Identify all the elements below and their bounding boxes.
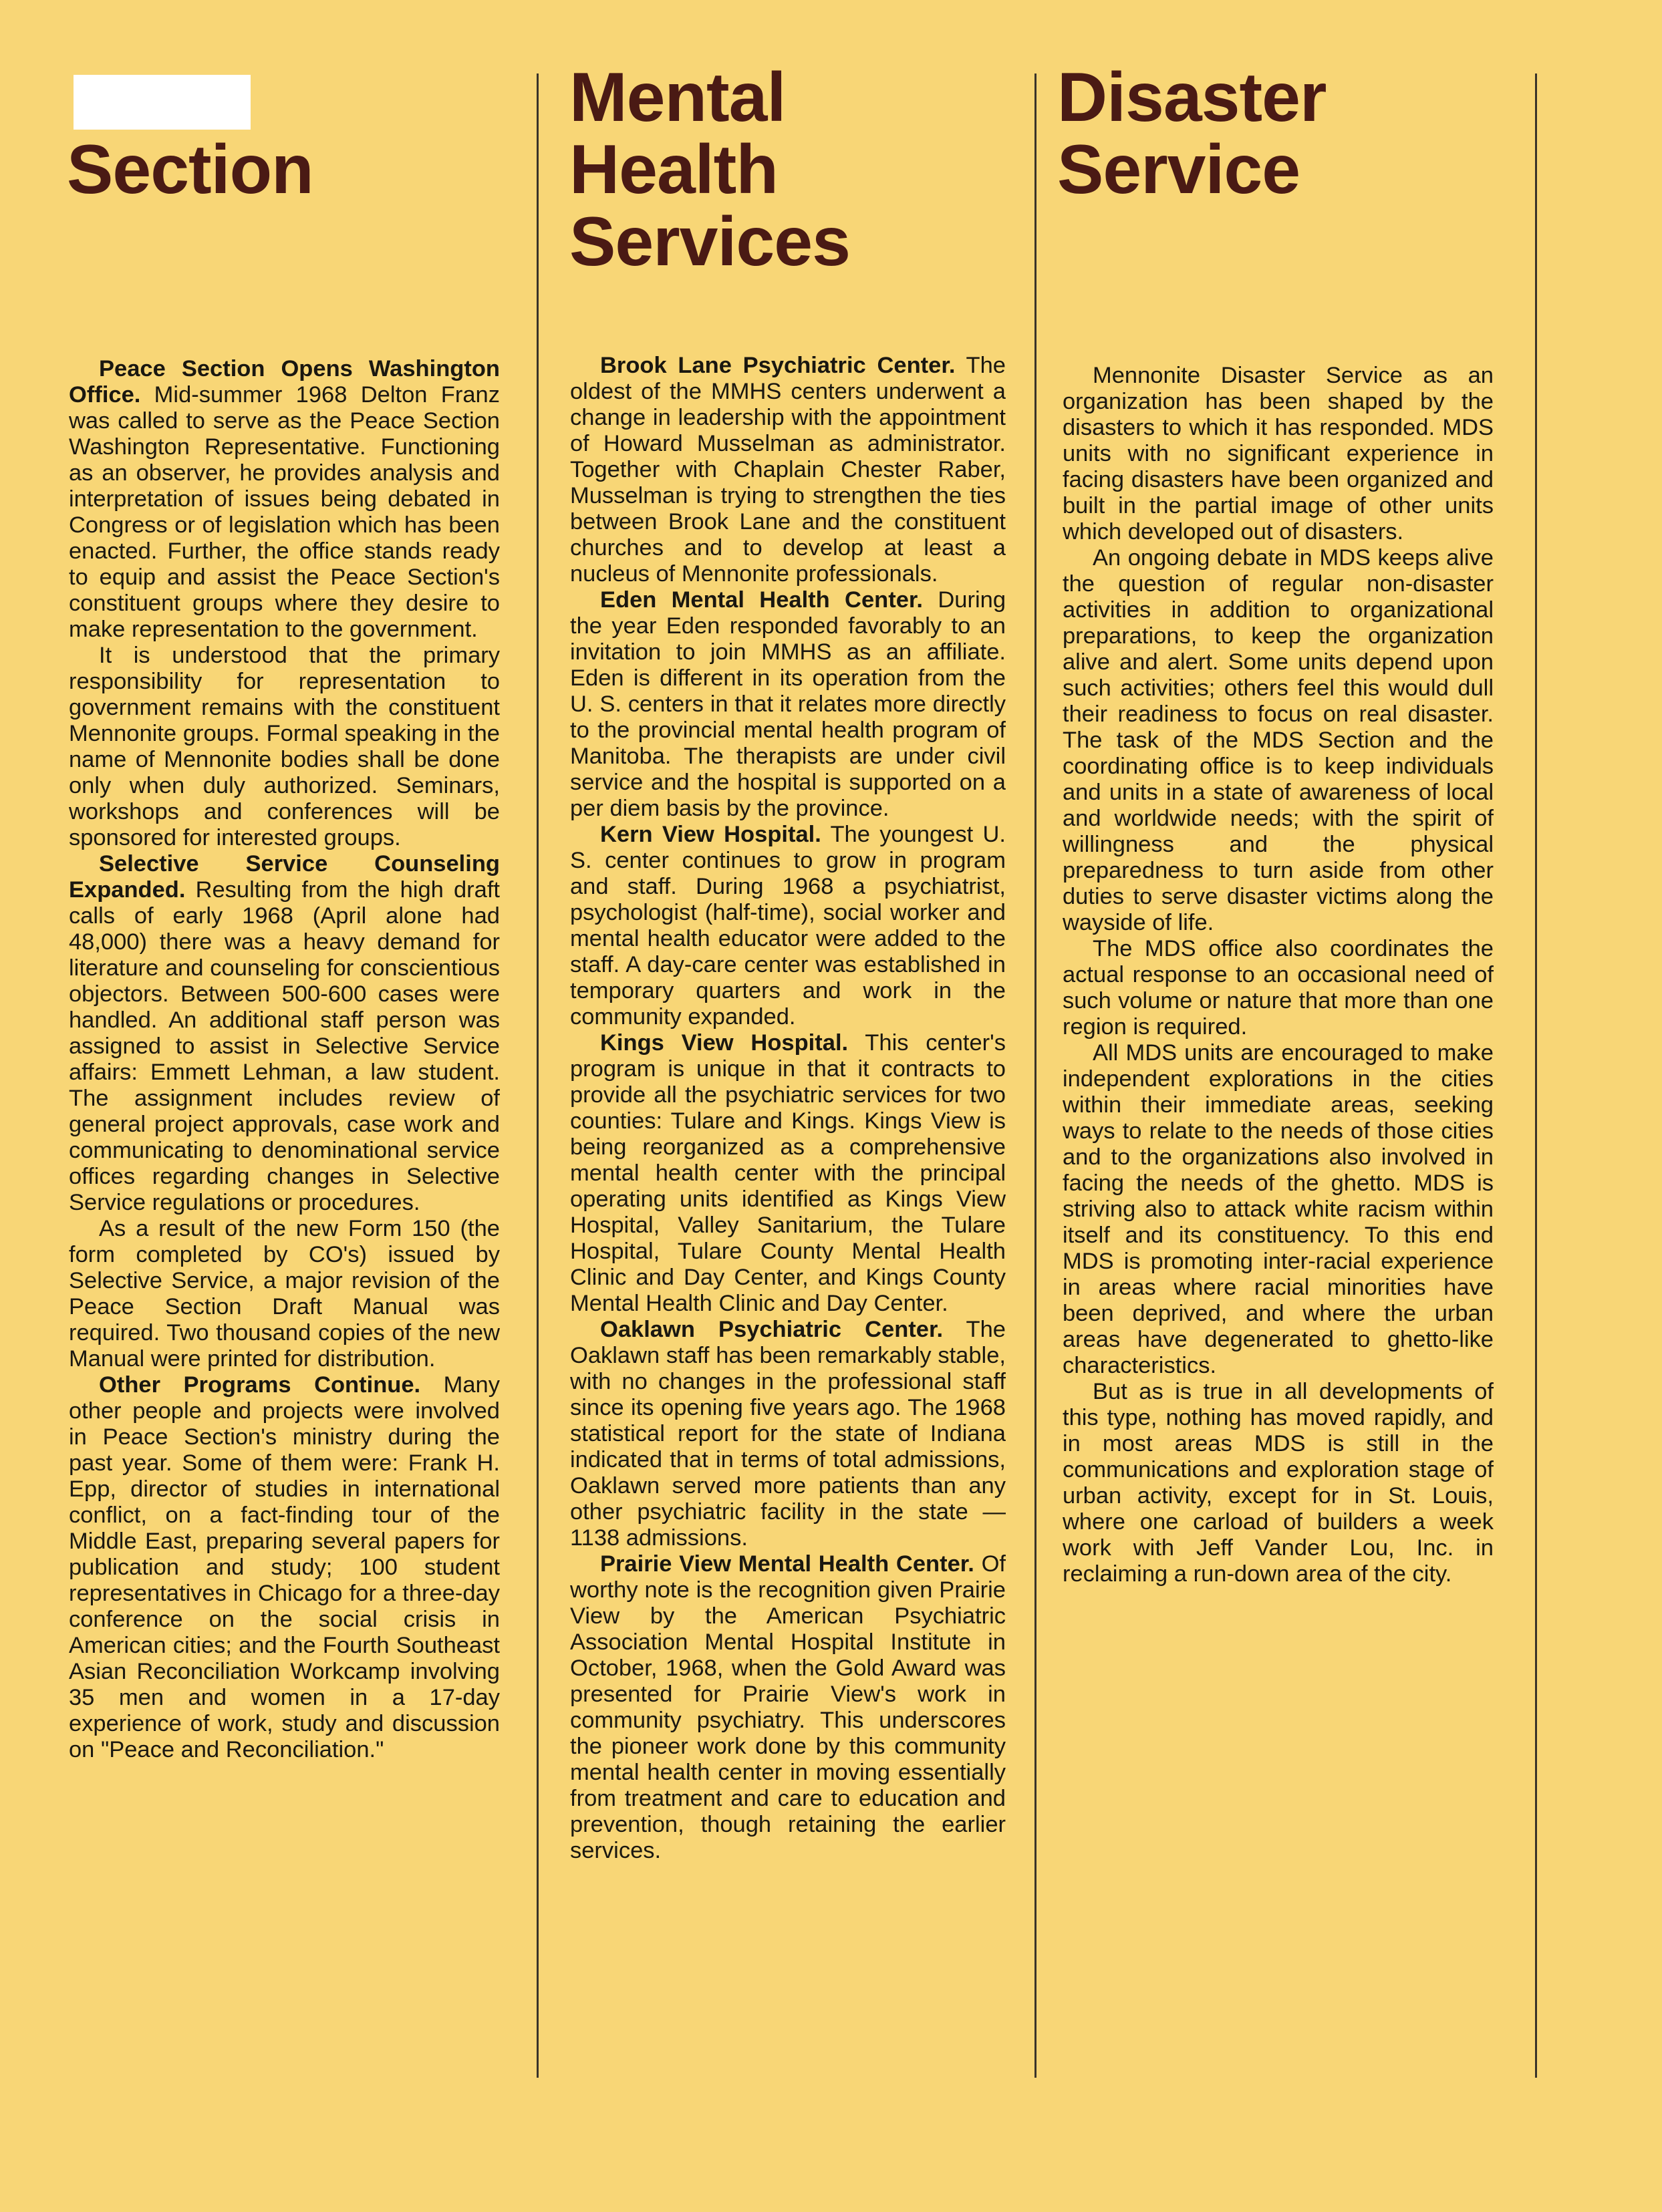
- paragraph-text: The Oaklawn staff has been remarkably stable, with no changes in the professional staff since its opening five years ago. The 1968 statistical report for the state of Indiana indicated that in terms of total admissions, Oaklawn served more patients than any other psychiatric facility in the state — 1138 admissions.: [570, 1317, 1006, 1551]
- paragraph: [570, 1551, 1006, 1864]
- heading-line-2: Section: [67, 131, 313, 208]
- paragraph-lead: Prairie View Mental Health Center.: [600, 1551, 974, 1577]
- paragraph-text: As a result of the new Form 150 (the form completed by CO's) issued by Selective Service, a major revision of the Peace Section Draft Manual was required. Two thousand copies of the new Manual were printed for distribution.: [69, 1216, 500, 1372]
- paragraph: [69, 1216, 500, 1372]
- heading-line-2: Services: [569, 203, 850, 281]
- paragraph: [570, 1030, 1006, 1317]
- column-body: [69, 356, 500, 1763]
- paragraph: [1063, 545, 1494, 936]
- paragraph-text: But as is true in all developments of this type, nothing has moved rapidly, and in most areas MDS is still in the communications and exploration stage of urban activity, except for in St. Louis, where one carload of builders a week work with Jeff Vander Lou, Inc. in reclaiming a run-down area of the city.: [1063, 1379, 1494, 1587]
- column-body: [1063, 363, 1494, 1587]
- paragraph: [1063, 363, 1494, 545]
- heading-line-1: Disaster: [1057, 59, 1327, 136]
- paragraph-lead: Oaklawn Psychiatric Center.: [600, 1317, 944, 1342]
- paragraph-lead: Kings View Hospital.: [600, 1030, 849, 1056]
- paragraph-lead: Selective Service Counseling Expanded.: [69, 851, 500, 903]
- paragraph-lead: Eden Mental Health Center.: [600, 587, 924, 613]
- paragraph-text: Resulting from the high draft calls of early 1968 (April alone had 48,000) there was a heavy demand for literature and counseling for conscientious objectors. Between 500-600 cases were handled. An additional staff person was assigned to assist in Selective Service affairs: Emmett Lehman, a law student. The assignment includes review of general project approvals, case work and communicating to denominational service offices regarding changes in Selective Service regulations or procedures.: [69, 877, 500, 1215]
- paragraph: [1063, 1379, 1494, 1587]
- paragraph: [1063, 936, 1494, 1040]
- paragraph-text: Mennonite Disaster Service as an organization has been shaped by the disasters to which it has responded. MDS units with no significant experience in facing disasters have been organized and built in the partial image of other units which developed out of disasters.: [1063, 363, 1494, 544]
- paragraph-text: The youngest U. S. center continues to grow in program and staff. During 1968 a psychiatrist, psychologist (half-time), social worker and mental health educator were added to the staff. A day-care center was established in temporary quarters and work in the community expanded.: [570, 822, 1006, 1030]
- paragraph: [570, 822, 1006, 1030]
- paragraph: [69, 643, 500, 851]
- paragraph: [570, 587, 1006, 822]
- paragraph-lead: Brook Lane Psychiatric Center.: [600, 353, 956, 378]
- column-heading: [1057, 61, 1326, 206]
- paragraph-text: An ongoing debate in MDS keeps alive the question of regular non-disaster activities in addition to organizational preparations, to keep the organization alive and alert. Some units depend upon such activities; others feel this would dull their readiness to focus on real disaster. The task of the MDS Section and the coordinating office is to keep individuals and units in a state of awareness of local and worldwide needs; with the spirit of willingness and the physical preparedness to turn aside from other duties to serve disaster victims along the wayside of life.: [1063, 545, 1494, 935]
- column-heading: [569, 59, 850, 281]
- paragraph-text: It is understood that the primary responsibility for representation to government remains with the constituent Mennonite groups. Formal speaking in the name of Mennonite bodies shall be done only when duly authorized. Seminars, workshops and conferences will be sponsored for interested groups.: [69, 643, 500, 850]
- paragraph: [1063, 1040, 1494, 1379]
- paragraph-lead: Other Programs Continue.: [99, 1372, 421, 1398]
- paragraph: [69, 1372, 500, 1763]
- heading-line-1: Mental Health: [569, 59, 786, 208]
- paragraph-text: This center's program is unique in that it contracts to provide all the psychiatric services for two counties: Tulare and Kings. Kings View is being reorganized as a comprehensive mental health center with the principal operating units identified as Kings View Hospital, Valley Sanitarium, the Tulare Hospital, Tulare County Mental Health Clinic and Day Center, and Kings County Mental Health Clinic and Day Center.: [570, 1030, 1006, 1316]
- column-divider-middle: [1034, 73, 1036, 2078]
- paragraph-lead: Kern View Hospital.: [600, 822, 821, 847]
- paragraph-lead: Peace Section Opens Washington Office.: [69, 356, 500, 408]
- column-divider-left: [537, 73, 539, 2078]
- heading-line-2: Service: [1057, 131, 1300, 208]
- paragraph-text: All MDS units are encouraged to make independent explorations in the cities within their immediate areas, seeking ways to relate to the needs of those cities and to the organizations also involved in facing the needs of the ghetto. MDS is striving also to attack white racism within itself and its constituency. To this end MDS is promoting inter-racial experience in areas where racial minorities have been deprived, and where the urban areas have degenerated to ghetto-like characteristics.: [1063, 1040, 1494, 1378]
- column-body: [570, 353, 1006, 1864]
- paragraph: [69, 356, 500, 643]
- paragraph-text: Many other people and projects were involved in Peace Section's ministry during the past year. Some of them were: Frank H. Epp, director of studies in international conflict, on a fact-finding tour of the Middle East, preparing several papers for publication and study; 100 student representatives in Chicago for a three-day conference on the social crisis in American cities; and the Fourth Southeast Asian Reconciliation Workcamp involving 35 men and women in a 17-day experience of work, study and discussion on "Peace and Reconciliation.": [69, 1372, 500, 1762]
- paragraph: [570, 1317, 1006, 1551]
- paragraph-text: Of worthy note is the recognition given Prairie View by the American Psychiatric Association Mental Hospital Institute in October, 1968, when the Gold Award was presented for Prairie View's work in community psychiatry. This underscores the pioneer work done by this community mental health center in moving essentially from treatment and care to education and prevention, though retaining the earlier services.: [570, 1551, 1006, 1863]
- paragraph-text: The MDS office also coordinates the actual response to an occasional need of such volume or nature that more than one region is required.: [1063, 936, 1494, 1040]
- column-heading: [67, 61, 313, 206]
- heading-line-1: [67, 61, 313, 134]
- paragraph-text: During the year Eden responded favorably to an invitation to join MMHS as an affiliate. Eden is different in its operation from the U. S. centers in that it relates more directly to the provincial mental health program of Manitoba. The therapists are under civil service and the hospital is supported on a per diem basis by the province.: [570, 587, 1006, 821]
- paragraph-text: The oldest of the MMHS centers underwent a change in leadership with the appointment of Howard Musselman as administrator. Together with Chaplain Chester Raber, Musselman is trying to strengthen the ties between Brook Lane and the constituent churches and to develop at least a nucleus of Mennonite professionals.: [570, 353, 1006, 587]
- column-divider-right: [1535, 73, 1537, 2078]
- paragraph: [570, 353, 1006, 587]
- paragraph-text: Mid-summer 1968 Delton Franz was called to serve as the Peace Section Washington Representative. Functioning as an observer, he provides analysis and interpretation of issues being debated in Congress or of legislation which has been enacted. Further, the office stands ready to equip and assist the Peace Section's constituent groups where they desire to make representation to the government.: [69, 382, 500, 642]
- paragraph: [69, 851, 500, 1216]
